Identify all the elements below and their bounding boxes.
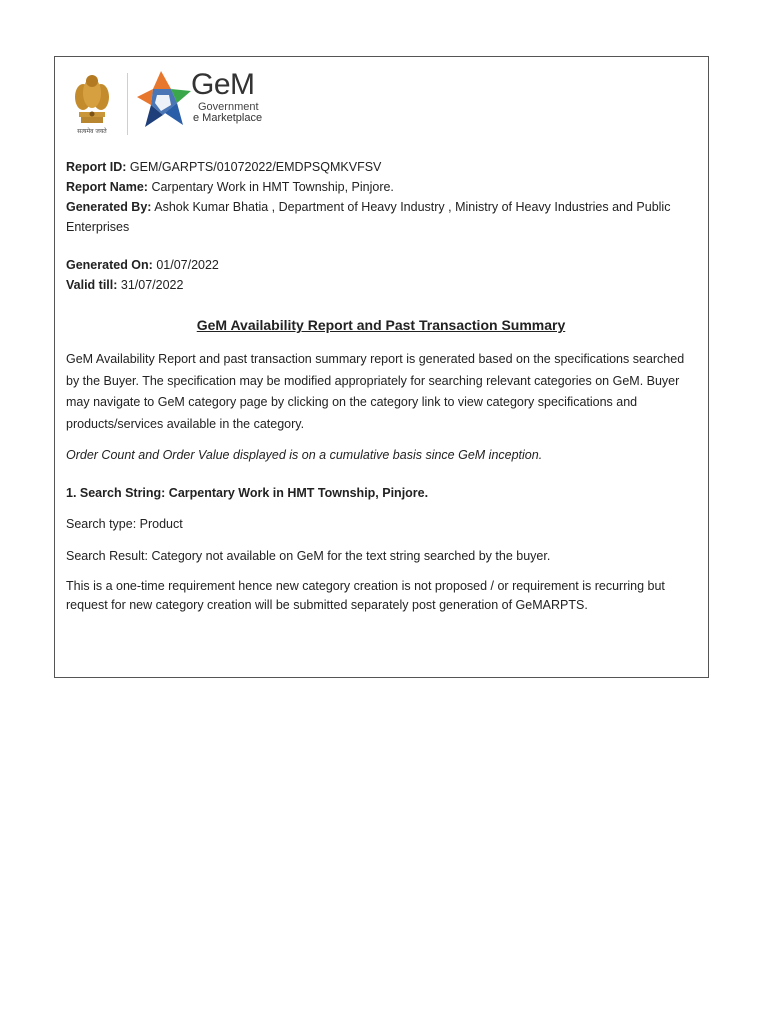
generated-on-line — [66, 255, 696, 275]
gem-brand-line-1: Government — [198, 101, 259, 113]
gem-logo-icon — [131, 67, 193, 137]
cumulative-note: Order Count and Order Value displayed is on a cumulative basis since GeM inception. — [66, 448, 543, 462]
requirement-note: This is a one-time requirement hence new category creation is not proposed / or requirement is recurring but request for new category creation will be submitted separately post generation of GeMARPTS. — [66, 579, 665, 612]
generated-on-value: 01/07/2022 — [156, 258, 219, 272]
report-name-value: Carpentary Work in HMT Township, Pinjore. — [151, 180, 394, 194]
logo-header — [67, 67, 367, 137]
report-frame — [54, 56, 709, 678]
report-title: GeM Availability Report and Past Transaction Summary — [196, 317, 566, 333]
generated-by-line — [66, 197, 696, 237]
search-string-heading: 1. Search String: Carpentary Work in HMT Township, Pinjore. — [66, 485, 429, 500]
intro-paragraph: GeM Availability Report and past transaction summary report is generated based on the specifications searched by the Buyer. The specification may be modified appropriately for searching relevant categories on GeM. Buyer may navigate to GeM category page by clicking on the category link to view category specifications and products/services available in the category. — [66, 352, 685, 431]
generated-by-label: Generated By: — [66, 200, 152, 214]
emblem-motto: सत्यमेव जयते — [77, 128, 107, 135]
logo-divider — [127, 73, 128, 135]
search-result: Search Result: Category not available on GeM for the text string searched by the buyer. — [66, 548, 551, 563]
generated-on-label: Generated On: — [66, 258, 153, 272]
report-name-label: Report Name: — [66, 180, 148, 194]
valid-till-line — [66, 275, 696, 295]
report-id-label: Report ID: — [66, 160, 127, 174]
meta-spacer — [66, 237, 696, 255]
valid-till-label: Valid till: — [66, 278, 118, 292]
valid-till-value: 31/07/2022 — [120, 278, 184, 292]
gem-brand-line-2: e Marketplace — [193, 112, 263, 124]
report-id-line — [66, 157, 696, 177]
generated-by-value: Ashok Kumar Bhatia , Department of Heavy Industry , Ministry of Heavy Industries and Public Enterprises — [66, 200, 671, 234]
report-content — [66, 157, 696, 615]
report-id-value: GEM/GARPTS/01072022/EMDPSQMKVFSV — [129, 160, 382, 174]
gem-brand-word: GeM — [191, 68, 255, 101]
report-name-line — [66, 177, 696, 197]
search-type: Search type: Product — [66, 517, 183, 531]
